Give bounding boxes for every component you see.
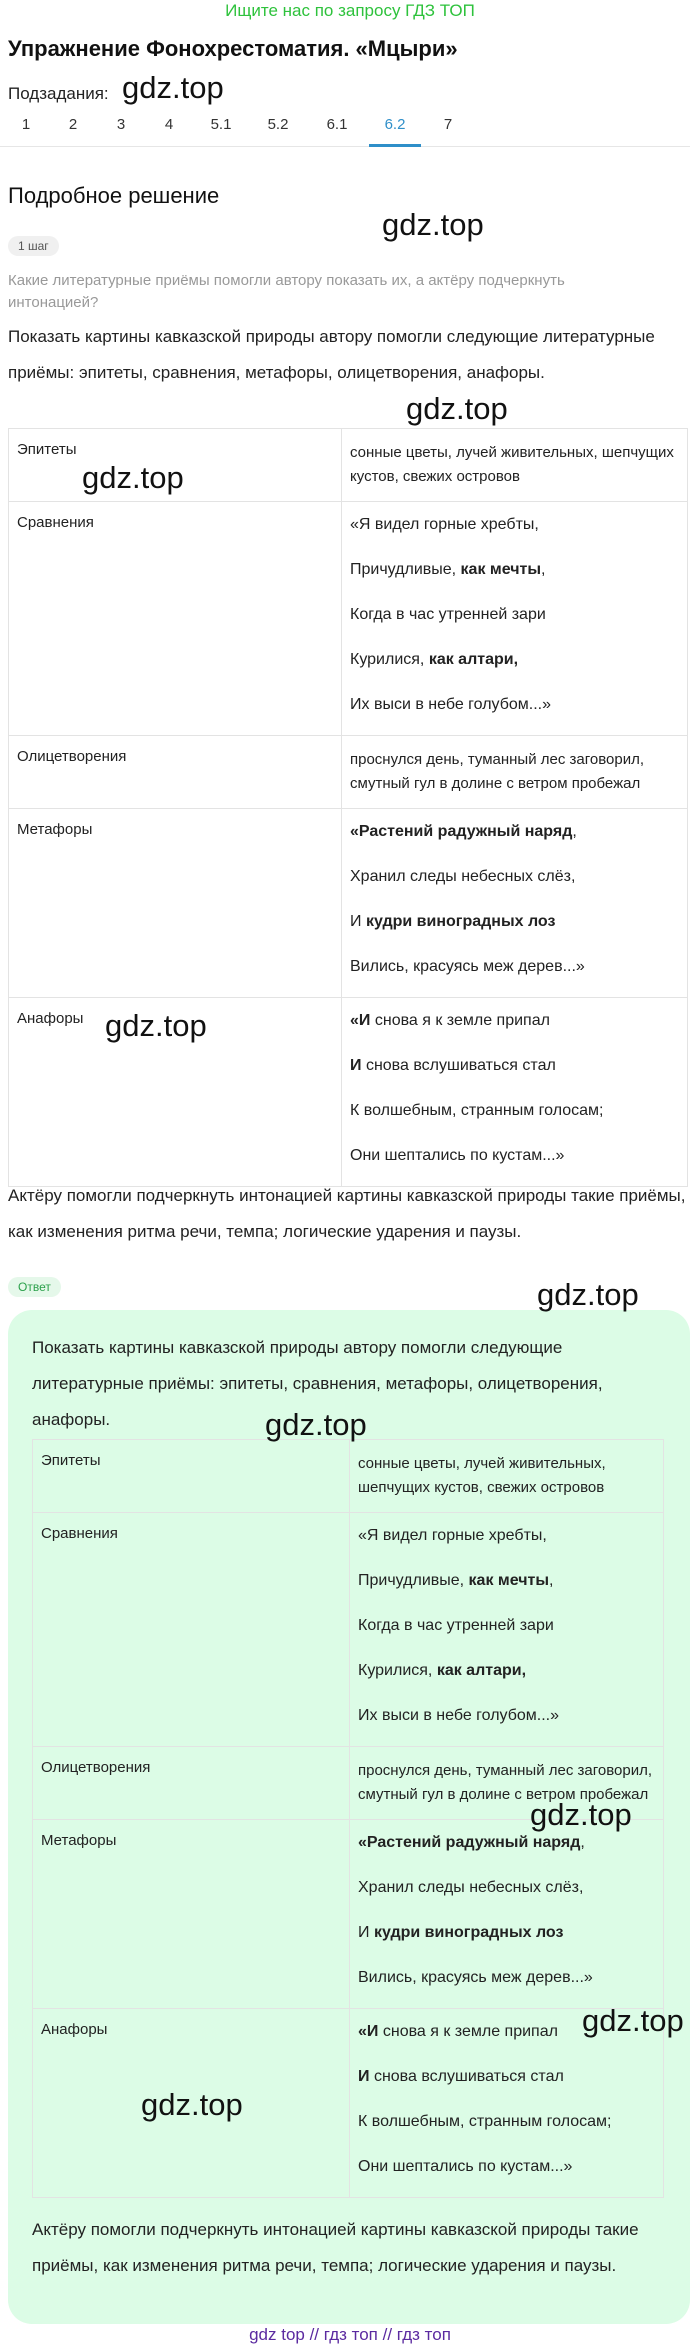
tab-2[interactable]: 2	[68, 116, 78, 133]
tab-4[interactable]: 4	[164, 116, 174, 133]
row-name: Метафоры	[9, 809, 342, 998]
verse-line: «Я видел горные хребты,	[358, 1527, 547, 1544]
watermark: gdz.top	[265, 1407, 367, 1442]
subtask-tabs	[0, 108, 690, 147]
table-row	[9, 736, 688, 809]
verse-line: Они шептались по кустам...»	[358, 2158, 573, 2175]
watermark: gdz.top	[582, 2003, 684, 2038]
verse-line: «Растений радужный наряд,	[358, 1834, 585, 1851]
page-title: Упражнение Фонохрестоматия. «Мцыри»	[8, 36, 458, 61]
top-search-link[interactable]: Ищите нас по запросу ГДЗ ТОП	[225, 1, 475, 20]
section-title: Подробное решение	[8, 183, 220, 208]
verse-line: Они шептались по кустам...»	[350, 1147, 565, 1164]
watermark: gdz.top	[122, 70, 224, 105]
watermark: gdz.top	[537, 1277, 639, 1312]
row-name: Сравнения	[9, 502, 342, 736]
tab-6-2[interactable]: 6.2	[384, 116, 406, 133]
verse-line: «Растений радужный наряд,	[350, 823, 577, 840]
intro-text: Показать картины кавказской природы автору помогли следующие литературные приёмы: эпитеты, сравнения, метафоры, олицетворения, анафоры.	[8, 327, 655, 382]
answer-intro-text: Показать картины кавказской природы автору помогли следующие литературные приёмы: эпитеты, сравнения, метафоры, олицетворения, анафоры.	[32, 1338, 603, 1429]
table-row	[33, 1440, 664, 1513]
verse-line: Когда в час утренней зари	[358, 1617, 554, 1634]
row-value	[342, 998, 688, 1187]
table-row	[9, 502, 688, 736]
verse-line: Причудливые, как мечты,	[358, 1572, 554, 1589]
verse-line: «И снова я к земле припал	[350, 1012, 550, 1029]
footer-links[interactable]: gdz top // гдз топ // гдз топ	[249, 2325, 451, 2344]
row-value	[350, 1513, 664, 1747]
row-name: Сравнения	[33, 1513, 350, 1747]
verse-line: К волшебным, странным голосам;	[350, 1102, 604, 1119]
verse-line: Вились, красуясь меж дерев...»	[358, 1969, 593, 1986]
tab-3[interactable]: 3	[116, 116, 126, 133]
row-name: Олицетворения	[9, 736, 342, 809]
watermark: gdz.top	[406, 391, 508, 426]
watermark: gdz.top	[530, 1797, 632, 1832]
verse-line: Их выси в небе голубом...»	[358, 1707, 559, 1724]
table-row	[33, 1513, 664, 1747]
row-value: проснулся день, туманный лес заговорил, смутный гул в долине с ветром пробежал	[342, 736, 688, 809]
table-row	[9, 809, 688, 998]
active-tab-indicator	[369, 144, 421, 147]
techniques-table	[8, 428, 688, 1187]
row-name: Анафоры	[9, 998, 342, 1187]
tab-6-1[interactable]: 6.1	[326, 116, 348, 133]
row-name: Олицетворения	[33, 1747, 350, 1820]
verse-line: «Я видел горные хребты,	[350, 516, 539, 533]
verse-line: И снова вслушиваться стал	[358, 2068, 564, 2085]
question-text: Какие литературные приёмы помогли автору показать их, а актёру подчеркнуть интонацией?	[8, 272, 565, 311]
row-value	[342, 809, 688, 998]
step-badge: 1 шаг	[8, 236, 59, 256]
watermark: gdz.top	[105, 1008, 207, 1043]
row-value: сонные цветы, лучей живительных, шепчущих кустов, свежих островов	[350, 1440, 664, 1513]
answer-badge: Ответ	[8, 1277, 61, 1297]
verse-line: Вились, красуясь меж дерев...»	[350, 958, 585, 975]
row-name: Анафоры	[33, 2009, 350, 2198]
tab-5-1[interactable]: 5.1	[210, 116, 232, 133]
row-name: Метафоры	[33, 1820, 350, 2009]
row-value: проснулся день, туманный лес заговорил, смутный гул в долине с ветром пробежал	[350, 1747, 664, 1820]
conclusion-text: Актёру помогли подчеркнуть интонацией картины кавказской природы такие приёмы, как изменения ритма речи, темпа; логические ударения и паузы.	[8, 1186, 686, 1241]
row-name: Эпитеты	[33, 1440, 350, 1513]
verse-line: Хранил следы небесных слёз,	[358, 1879, 584, 1896]
row-value: сонные цветы, лучей живительных, шепчущих кустов, свежих островов	[342, 429, 688, 502]
table-row	[33, 1820, 664, 2009]
verse-line: И кудри виноградных лоз	[358, 1924, 564, 1941]
row-value	[350, 1820, 664, 2009]
verse-line: Хранил следы небесных слёз,	[350, 868, 576, 885]
answer-conclusion-text: Актёру помогли подчеркнуть интонацией картины кавказской природы такие приёмы, как изменения ритма речи, темпа; логические ударения и паузы.	[32, 2220, 639, 2275]
row-value	[342, 502, 688, 736]
watermark: gdz.top	[141, 2087, 243, 2122]
verse-line: «И снова я к земле припал	[358, 2023, 558, 2040]
verse-line: Когда в час утренней зари	[350, 606, 546, 623]
verse-line: И снова вслушиваться стал	[350, 1057, 556, 1074]
subtasks-label: Подзадания:	[8, 84, 109, 103]
verse-line: К волшебным, странным голосам;	[358, 2113, 612, 2130]
watermark: gdz.top	[382, 207, 484, 242]
tab-7[interactable]: 7	[443, 116, 453, 133]
verse-line: Причудливые, как мечты,	[350, 561, 546, 578]
verse-line: Курилися, как алтари,	[358, 1662, 527, 1679]
row-name: Эпитеты	[9, 429, 342, 502]
verse-line: Их выси в небе голубом...»	[350, 696, 551, 713]
table-row	[33, 2009, 664, 2198]
tab-5-2[interactable]: 5.2	[267, 116, 289, 133]
verse-line: Курилися, как алтари,	[350, 651, 519, 668]
watermark: gdz.top	[82, 460, 184, 495]
verse-line: И кудри виноградных лоз	[350, 913, 556, 930]
tab-1[interactable]: 1	[21, 116, 31, 133]
